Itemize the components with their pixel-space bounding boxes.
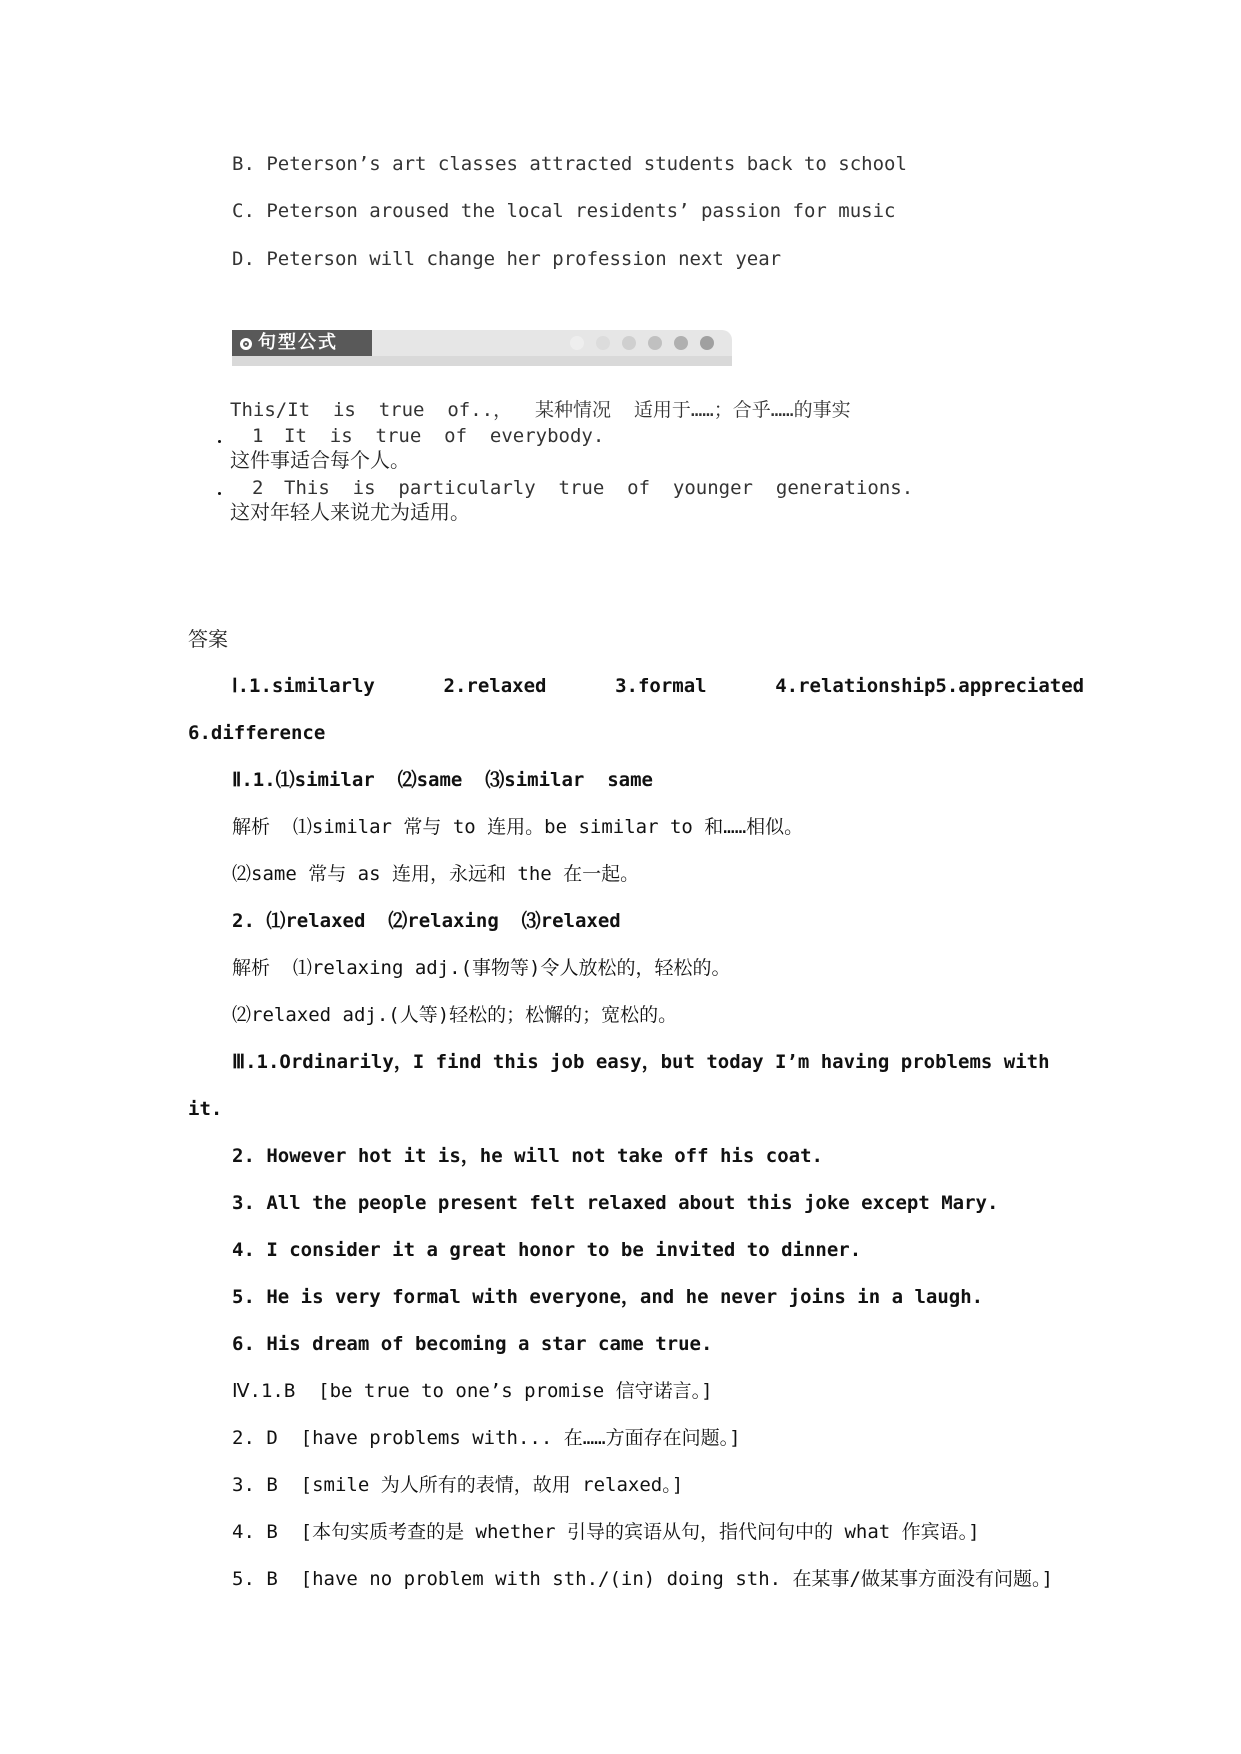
answer-line: 解析 ⑴similar 常与 to 连用。be similar to 和……相似。 <box>232 816 804 838</box>
pattern-formula: This/It is true of..， 某种情况 适用于……；合乎……的事实 <box>230 399 851 421</box>
example-number: 1 <box>252 425 264 447</box>
dot-icon <box>622 336 636 350</box>
option-c: C. Peterson aroused the local residents’ passion for music <box>232 200 896 222</box>
option-d: D. Peterson will change her profession next year <box>232 248 782 270</box>
answer-line: Ⅲ.1.Ordinarily，I find this job easy，but today I’m having problems with <box>232 1051 1050 1073</box>
example-chinese: 这对年轻人来说尤为适用。 <box>230 500 470 524</box>
answers-heading: 答案 <box>188 627 228 651</box>
answer-line: 3. All the people present felt relaxed about this joke except Mary. <box>232 1192 999 1214</box>
dot-icon <box>648 336 662 350</box>
bullet-icon <box>218 492 221 495</box>
target-icon <box>240 338 252 350</box>
dot-icon <box>570 336 584 350</box>
example-number: 2 <box>252 477 264 499</box>
dot-icon <box>700 336 714 350</box>
section-banner <box>232 330 732 372</box>
banner-title: 句型公式 <box>258 332 338 353</box>
answer-line: 5. B [have no problem with sth./(in) doing sth. 在某事/做某事方面没有问题。] <box>232 1568 1053 1590</box>
answer-line: Ⅱ.1.⑴similar ⑵same ⑶similar same <box>232 769 653 791</box>
answer-line: 4. B [本句实质考查的是 whether 引导的宾语从句，指代问句中的 what 作宾语。] <box>232 1521 980 1543</box>
option-b: B. Peterson’s art classes attracted students back to school <box>232 153 907 175</box>
answer-line: 5. He is very formal with everyone，and he never joins in a laugh. <box>232 1286 984 1308</box>
example-english: It is true of everybody. <box>284 425 605 447</box>
answer-line: 6. His dream of becoming a star came true. <box>232 1333 713 1355</box>
dot-icon <box>596 336 610 350</box>
answer-line: it. <box>188 1098 223 1120</box>
answer-line: Ⅳ.1.B [be true to one’s promise 信守诺言。] <box>232 1380 713 1402</box>
answer-line: 2. D [have problems with... 在……方面存在问题。] <box>232 1427 741 1449</box>
banner-underline <box>232 356 732 366</box>
answer-line: Ⅰ.1.similarly 2.relaxed 3.formal 4.relationship5.appreciated <box>232 675 1085 697</box>
bullet-icon <box>218 440 221 443</box>
answer-line: ⑵same 常与 as 连用，永远和 the 在一起。 <box>232 863 640 885</box>
answer-line: 3. B [smile 为人所有的表情，故用 relaxed。] <box>232 1474 684 1496</box>
answer-line: 2. ⑴relaxed ⑵relaxing ⑶relaxed <box>232 910 621 932</box>
example-english: This is particularly true of younger generations. <box>284 477 914 499</box>
dot-icon <box>674 336 688 350</box>
answer-line: ⑵relaxed adj.(人等)轻松的；松懈的；宽松的。 <box>232 1004 678 1026</box>
answer-line: 解析 ⑴relaxing adj.(事物等)令人放松的，轻松的。 <box>232 957 731 979</box>
answer-line: 4. I consider it a great honor to be invited to dinner. <box>232 1239 862 1261</box>
example-chinese: 这件事适合每个人。 <box>230 448 410 472</box>
answer-line: 6.difference <box>188 722 326 744</box>
answer-line: 2. However hot it is，he will not take off his coat. <box>232 1145 823 1167</box>
banner-tag <box>232 330 372 356</box>
